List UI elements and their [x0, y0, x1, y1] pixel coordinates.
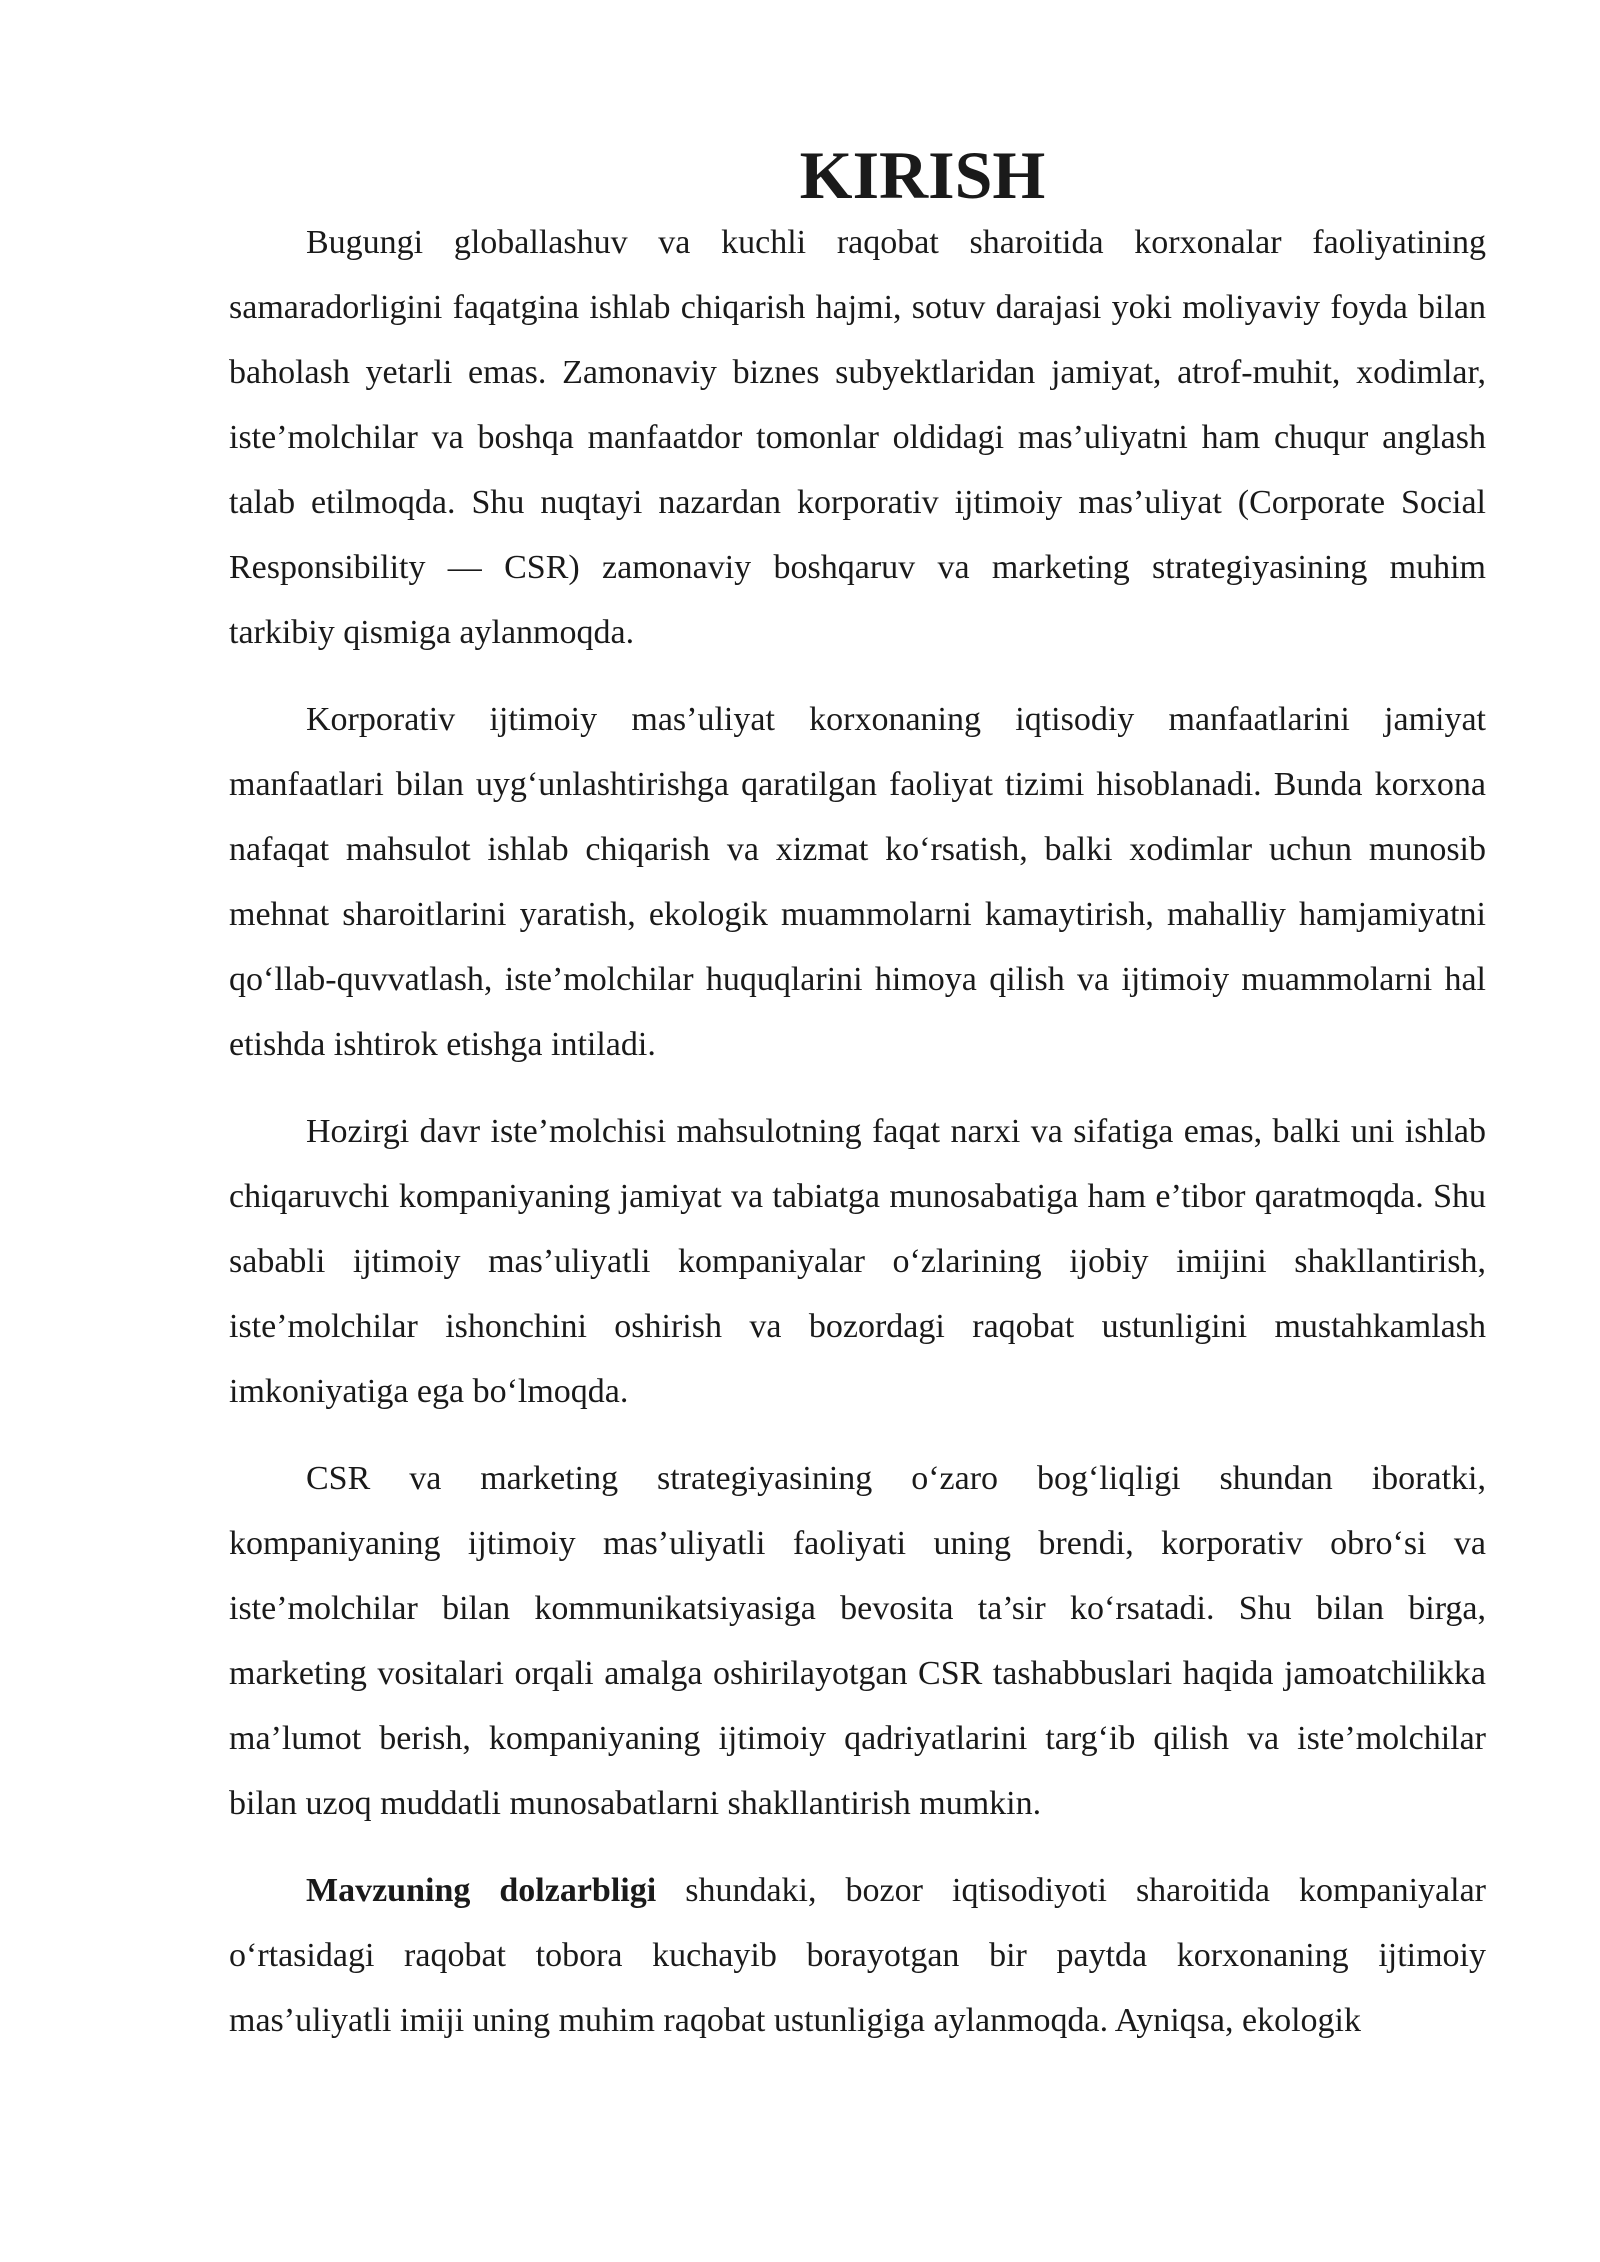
paragraph-5: [229, 1858, 1486, 2053]
relevance-lead: Mavzuning dolzarbligi: [306, 1872, 657, 1909]
document-page: [229, 137, 1486, 2075]
paragraph-5-text: shundaki, bozor iqtisodiyoti sharoitida kompaniyalar o‘rtasidagi raqobat tobora kuchayib borayotgan bir paytda korxonaning ijtimoiy mas’uliyatli imiji uning muhim raqobat ustunligiga aylanmoqda. Ayniqsa, ekologik: [229, 1872, 1486, 2039]
paragraph-2: Korporativ ijtimoiy mas’uliyat korxonaning iqtisodiy manfaatlarini jamiyat manfaatlari bilan uyg‘unlashtirishga qaratilgan faoliyat tizimi hisoblanadi. Bunda korxona nafaqat mahsulot ishlab chiqarish va xizmat ko‘rsatish, balki xodimlar uchun munosib mehnat sharoitlarini yaratish, ekologik muammolarni kamaytirish, mahalliy hamjamiyatni qo‘llab-quvvatlash, iste’molchilar huquqlarini himoya qilish va ijtimoiy muammolarni hal etishda ishtirok etishga intiladi.: [229, 701, 1486, 1063]
paragraph-1: Bugungi globallashuv va kuchli raqobat sharoitida korxonalar faoliyatining samaradorligini faqatgina ishlab chiqarish hajmi, sotuv darajasi yoki moliyaviy foyda bilan baholash yetarli emas. Zamonaviy biznes subyektlaridan jamiyat, atrof-muhit, xodimlar, iste’molchilar va boshqa manfaatdor tomonlar oldidagi mas’uliyatni ham chuqur anglash talab etilmoqda. Shu nuqtayi nazardan korporativ ijtimoiy mas’uliyat (Corporate Social Responsibility — CSR) zamonaviy boshqaruv va marketing strategiyasining muhim tarkibiy qismiga aylanmoqda.: [229, 224, 1486, 651]
paragraph-4: CSR va marketing strategiyasining o‘zaro bog‘liqligi shundan iboratki, kompaniyaning ijtimoiy mas’uliyatli faoliyati uning brendi, korporativ obro‘si va iste’molchilar bilan kommunikatsiyasiga bevosita ta’sir ko‘rsatadi. Shu bilan birga, marketing vositalari orqali amalga oshirilayotgan CSR tashabbuslari haqida jamoatchilikka ma’lumot berish, kompaniyaning ijtimoiy qadriyatlarini targ‘ib qilish va iste’molchilar bilan uzoq muddatli munosabatlarni shakllantirish mumkin.: [229, 1460, 1486, 1822]
page-title: KIRISH: [799, 137, 1046, 213]
paragraph-3: Hozirgi davr iste’molchisi mahsulotning faqat narxi va sifatiga emas, balki uni ishlab chiqaruvchi kompaniyaning jamiyat va tabiatga munosabatiga ham e’tibor qaratmoqda. Shu sababli ijtimoiy mas’uliyatli kompaniyalar o‘zlarining ijobiy imijini shakllantirish, iste’molchilar ishonchini oshirish va bozordagi raqobat ustunligini mustahkamlash imkoniyatiga ega bo‘lmoqda.: [229, 1113, 1486, 1410]
